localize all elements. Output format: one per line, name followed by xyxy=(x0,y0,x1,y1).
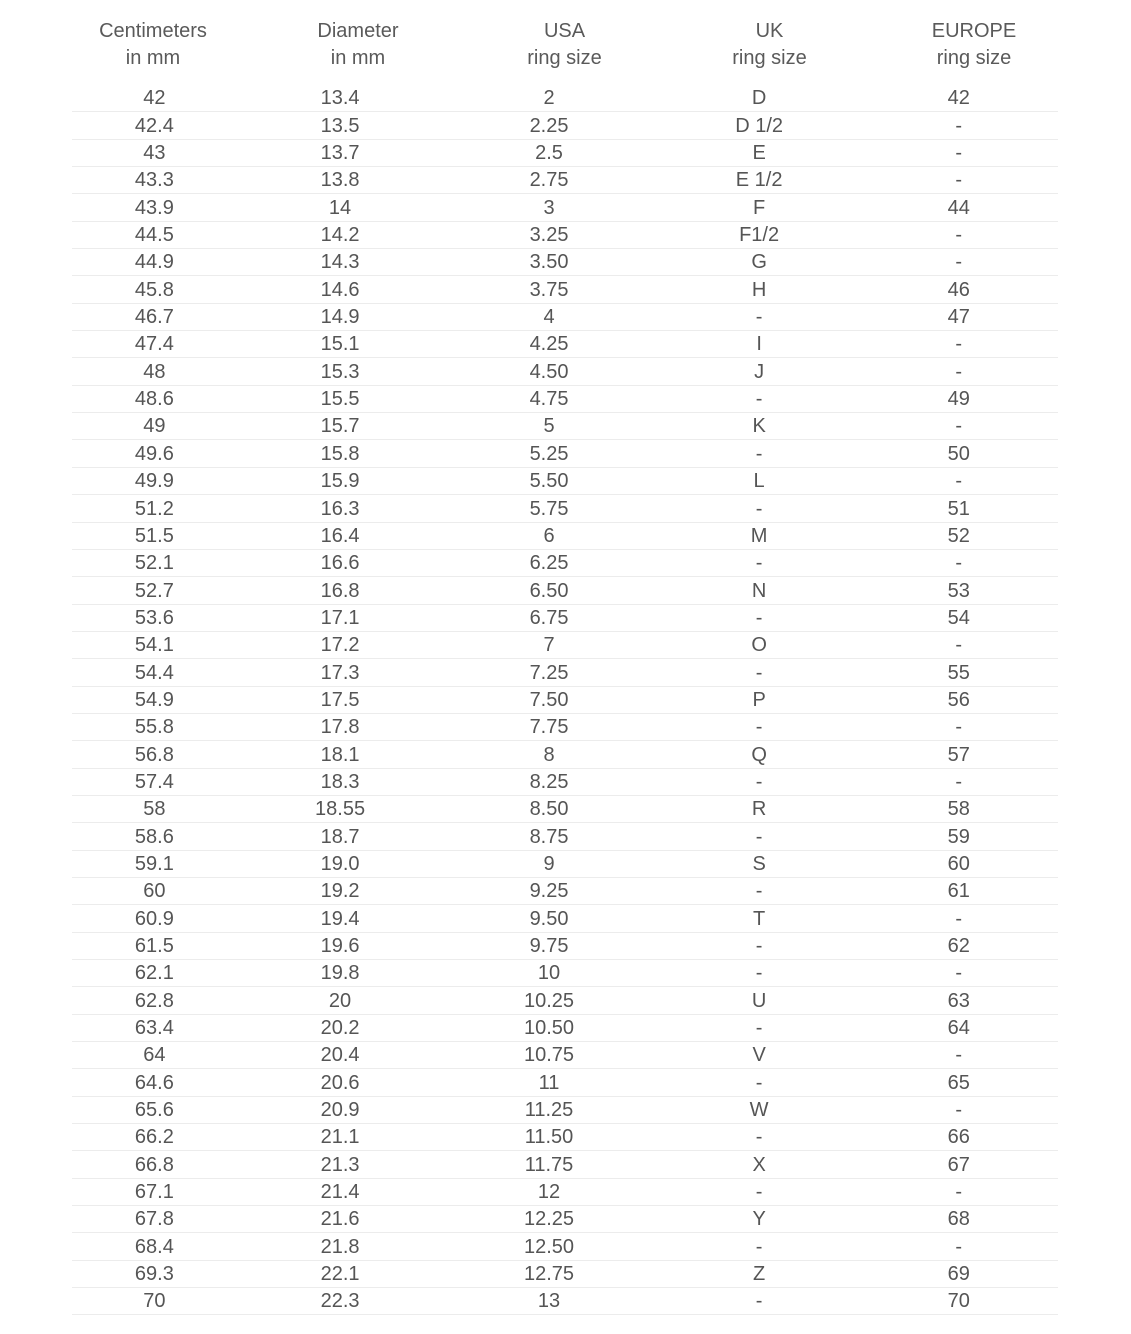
cell-europe: 64 xyxy=(947,1017,970,1040)
header-line2: ring size xyxy=(732,47,807,69)
cell-uk: H xyxy=(751,278,767,301)
cell-centimeters: 52.1 xyxy=(134,552,174,575)
cell-usa: 8.25 xyxy=(529,770,569,793)
cell-usa: 11.25 xyxy=(524,1099,574,1122)
cell-diameter: 21.1 xyxy=(320,1126,360,1149)
cell-uk: - xyxy=(755,442,763,465)
cell-uk: - xyxy=(755,1017,763,1040)
cell-europe: 62 xyxy=(947,935,970,957)
cell-usa: 6 xyxy=(543,524,555,547)
header-line2: ring size xyxy=(527,47,602,69)
cell-usa: 3.25 xyxy=(529,224,569,247)
cell-diameter: 15.3 xyxy=(320,360,360,383)
cell-diameter: 20.4 xyxy=(320,1044,360,1067)
cell-usa: 2.5 xyxy=(535,142,563,165)
cell-usa: 9.75 xyxy=(529,935,569,957)
cell-europe: 60 xyxy=(947,852,970,875)
table-row xyxy=(72,987,1058,1014)
cell-uk: P xyxy=(752,688,766,711)
cell-uk: D xyxy=(751,87,767,110)
cell-usa: 11.50 xyxy=(524,1126,574,1149)
cell-usa: 10.50 xyxy=(524,1017,575,1040)
cell-europe: - xyxy=(955,470,963,493)
cell-europe: 66 xyxy=(947,1126,970,1149)
cell-europe: 65 xyxy=(947,1071,970,1094)
cell-centimeters: 66.2 xyxy=(134,1126,174,1149)
cell-diameter: 17.8 xyxy=(320,716,360,739)
cell-europe: 50 xyxy=(947,442,970,465)
cell-uk: V xyxy=(752,1044,766,1067)
cell-usa: 12 xyxy=(537,1181,561,1204)
table-row xyxy=(72,85,1058,112)
cell-diameter: 14.9 xyxy=(320,306,360,329)
header-europe xyxy=(872,18,1076,78)
table-row xyxy=(72,1042,1058,1069)
cell-centimeters: 57.4 xyxy=(134,770,174,793)
cell-diameter: 13.5 xyxy=(320,114,360,137)
cell-europe: - xyxy=(955,1181,963,1204)
cell-centimeters: 67.8 xyxy=(134,1208,174,1231)
cell-usa: 6.25 xyxy=(529,552,569,575)
cell-europe: 47 xyxy=(947,306,970,329)
cell-uk: - xyxy=(755,825,763,848)
cell-usa: 7.25 xyxy=(529,661,569,684)
cell-uk: - xyxy=(755,716,763,739)
cell-usa: 10 xyxy=(537,962,561,985)
cell-centimeters: 42.4 xyxy=(134,114,174,137)
table-row xyxy=(72,222,1058,249)
cell-centimeters: 44.9 xyxy=(134,251,174,274)
table-row xyxy=(72,1015,1058,1042)
cell-diameter: 16.8 xyxy=(320,579,360,602)
cell-usa: 9.50 xyxy=(529,907,569,930)
cell-europe: 63 xyxy=(947,989,970,1012)
cell-centimeters: 66.8 xyxy=(134,1153,174,1176)
header-line1: EUROPE xyxy=(931,20,1017,42)
cell-europe: - xyxy=(955,415,963,438)
table-row xyxy=(72,249,1058,276)
cell-centimeters: 44.5 xyxy=(134,224,174,247)
table-row xyxy=(72,304,1058,331)
cell-centimeters: 63.4 xyxy=(134,1017,174,1040)
cell-uk: - xyxy=(755,1235,763,1258)
cell-centimeters: 48 xyxy=(143,360,166,383)
cell-europe: - xyxy=(955,1099,963,1122)
table-row xyxy=(72,769,1058,796)
cell-diameter: 21.6 xyxy=(320,1208,360,1231)
cell-usa: 6.75 xyxy=(529,606,569,629)
cell-centimeters: 64 xyxy=(143,1044,166,1067)
cell-diameter: 22.3 xyxy=(320,1290,360,1313)
cell-usa: 3.75 xyxy=(529,278,569,301)
header-usa xyxy=(462,18,667,78)
cell-usa: 10.25 xyxy=(524,989,575,1012)
cell-europe: 57 xyxy=(947,743,970,766)
cell-uk: - xyxy=(755,770,763,793)
cell-diameter: 15.9 xyxy=(320,470,360,493)
cell-centimeters: 52.7 xyxy=(134,579,174,602)
cell-uk: - xyxy=(755,1181,763,1204)
cell-usa: 4.25 xyxy=(529,333,569,356)
table-row xyxy=(72,878,1058,905)
cell-uk: - xyxy=(755,880,763,903)
cell-europe: - xyxy=(955,142,963,165)
cell-europe: - xyxy=(955,552,963,575)
cell-diameter: 21.8 xyxy=(320,1235,360,1258)
cell-uk: Y xyxy=(752,1208,766,1231)
cell-europe: 55 xyxy=(947,661,970,684)
cell-centimeters: 43.3 xyxy=(134,169,174,192)
cell-europe: - xyxy=(955,962,963,985)
table-row xyxy=(72,1124,1058,1151)
table-row xyxy=(72,851,1058,878)
table-row xyxy=(72,823,1058,850)
cell-usa: 13 xyxy=(537,1290,561,1313)
table-row xyxy=(72,1288,1058,1315)
cell-diameter: 14 xyxy=(328,196,352,219)
cell-europe: - xyxy=(955,634,963,657)
header-diameter xyxy=(254,18,462,78)
cell-uk: - xyxy=(755,1290,763,1313)
cell-centimeters: 53.6 xyxy=(134,606,174,629)
table-row xyxy=(72,276,1058,303)
cell-centimeters: 61.5 xyxy=(134,935,174,957)
cell-europe: - xyxy=(955,716,963,739)
cell-europe: 61 xyxy=(947,880,970,903)
cell-uk: Z xyxy=(753,1263,766,1286)
table-row xyxy=(72,1179,1058,1206)
cell-uk: - xyxy=(755,962,763,985)
cell-diameter: 21.4 xyxy=(320,1181,360,1204)
cell-europe: 68 xyxy=(947,1208,970,1231)
cell-centimeters: 58 xyxy=(143,798,166,821)
table-row xyxy=(72,687,1058,714)
cell-diameter: 15.8 xyxy=(320,442,360,465)
table-row xyxy=(72,386,1058,413)
cell-usa: 7 xyxy=(543,634,555,657)
cell-diameter: 20.9 xyxy=(320,1099,360,1122)
table-row xyxy=(72,194,1058,221)
cell-centimeters: 64.6 xyxy=(134,1071,174,1094)
cell-usa: 12.25 xyxy=(524,1208,575,1231)
table-row xyxy=(72,714,1058,741)
cell-uk: - xyxy=(755,306,763,329)
cell-europe: 56 xyxy=(947,688,970,711)
table-row xyxy=(72,1151,1058,1178)
header-line1: UK xyxy=(755,20,784,42)
cell-centimeters: 55.8 xyxy=(134,716,174,739)
cell-centimeters: 49.6 xyxy=(134,442,174,465)
cell-diameter: 19.4 xyxy=(320,907,360,930)
cell-diameter: 20 xyxy=(328,989,352,1012)
cell-diameter: 14.6 xyxy=(320,278,360,301)
cell-centimeters: 48.6 xyxy=(134,388,174,411)
cell-diameter: 19.6 xyxy=(320,935,360,957)
cell-usa: 12.50 xyxy=(524,1235,575,1258)
cell-europe: - xyxy=(955,251,963,274)
table-row xyxy=(72,1097,1058,1124)
cell-europe: 59 xyxy=(947,825,970,848)
cell-uk: N xyxy=(751,579,767,602)
cell-uk: U xyxy=(751,989,767,1012)
cell-europe: - xyxy=(955,360,963,383)
cell-diameter: 13.8 xyxy=(320,169,360,192)
cell-uk: F1/2 xyxy=(739,224,780,247)
cell-centimeters: 42 xyxy=(143,87,166,110)
cell-usa: 2.75 xyxy=(529,169,569,192)
cell-centimeters: 60.9 xyxy=(134,907,174,930)
cell-uk: X xyxy=(752,1153,766,1176)
cell-europe: - xyxy=(955,770,963,793)
cell-uk: - xyxy=(755,935,763,957)
cell-uk: I xyxy=(756,333,762,356)
cell-europe: - xyxy=(955,114,963,137)
table-row xyxy=(72,796,1058,823)
cell-diameter: 15.1 xyxy=(320,333,360,356)
cell-uk: R xyxy=(751,798,767,821)
cell-centimeters: 54.9 xyxy=(134,688,174,711)
cell-diameter: 13.4 xyxy=(320,87,360,110)
cell-centimeters: 58.6 xyxy=(134,825,174,848)
cell-diameter: 19.8 xyxy=(320,962,360,985)
header-line1: Centimeters xyxy=(99,20,207,42)
cell-diameter: 17.3 xyxy=(320,661,360,684)
cell-centimeters: 49 xyxy=(143,415,166,438)
cell-uk: S xyxy=(752,852,766,875)
table-header xyxy=(52,18,1076,78)
cell-uk: E 1/2 xyxy=(735,169,783,192)
table-row xyxy=(72,550,1058,577)
table-row xyxy=(72,495,1058,522)
cell-europe: 52 xyxy=(947,524,970,547)
cell-usa: 4.50 xyxy=(529,360,569,383)
cell-uk: G xyxy=(751,251,767,274)
table-row xyxy=(72,112,1058,139)
cell-diameter: 17.5 xyxy=(320,688,360,711)
cell-usa: 2.25 xyxy=(529,114,569,137)
cell-centimeters: 65.6 xyxy=(134,1099,174,1122)
cell-centimeters: 69.3 xyxy=(134,1263,174,1286)
cell-diameter: 22.1 xyxy=(320,1263,360,1286)
cell-uk: F xyxy=(753,196,766,219)
table-row xyxy=(72,905,1058,932)
table-row xyxy=(72,577,1058,604)
cell-centimeters: 46.7 xyxy=(134,306,174,329)
cell-usa: 5.25 xyxy=(529,442,569,465)
cell-europe: - xyxy=(955,907,963,930)
cell-uk: - xyxy=(755,1071,763,1094)
cell-diameter: 13.7 xyxy=(320,142,360,165)
cell-centimeters: 59.1 xyxy=(134,852,174,875)
cell-centimeters: 68.4 xyxy=(134,1235,174,1258)
cell-europe: 69 xyxy=(947,1263,970,1286)
cell-europe: - xyxy=(955,333,963,356)
cell-usa: 7.50 xyxy=(529,688,569,711)
header-line2: ring size xyxy=(936,47,1012,69)
table-row xyxy=(72,1206,1058,1233)
table-row xyxy=(72,331,1058,358)
cell-usa: 2 xyxy=(543,87,555,110)
table-row xyxy=(72,167,1058,194)
cell-usa: 3 xyxy=(543,196,555,219)
cell-centimeters: 43 xyxy=(143,142,166,165)
cell-usa: 9.25 xyxy=(529,880,569,903)
cell-europe: 44 xyxy=(947,196,970,219)
cell-usa: 3.50 xyxy=(529,251,569,274)
table-row xyxy=(72,960,1058,987)
cell-diameter: 17.2 xyxy=(320,634,360,657)
cell-uk: O xyxy=(751,634,767,657)
table-row xyxy=(72,523,1058,550)
cell-diameter: 18.55 xyxy=(315,798,366,821)
cell-uk: - xyxy=(755,661,763,684)
ring-size-table xyxy=(72,85,1058,1315)
cell-centimeters: 70 xyxy=(143,1290,166,1313)
table-row xyxy=(72,1261,1058,1288)
header-centimeters xyxy=(52,18,254,78)
cell-europe: 49 xyxy=(947,388,970,411)
cell-usa: 9 xyxy=(543,852,555,875)
cell-usa: 7.75 xyxy=(529,716,569,739)
table-row xyxy=(72,632,1058,659)
cell-europe: 54 xyxy=(947,606,970,629)
cell-diameter: 15.5 xyxy=(320,388,360,411)
cell-uk: M xyxy=(750,524,768,547)
cell-europe: - xyxy=(955,1235,963,1258)
cell-usa: 4.75 xyxy=(529,388,569,411)
cell-centimeters: 56.8 xyxy=(134,743,174,766)
cell-usa: 5.50 xyxy=(529,470,569,493)
cell-usa: 4 xyxy=(543,306,555,329)
cell-europe: 51 xyxy=(947,497,970,520)
cell-diameter: 18.3 xyxy=(320,770,360,793)
cell-uk: D 1/2 xyxy=(735,114,784,137)
header-line2: in mm xyxy=(330,47,386,69)
cell-centimeters: 54.1 xyxy=(134,634,174,657)
cell-usa: 11 xyxy=(538,1071,560,1094)
cell-diameter: 20.6 xyxy=(320,1071,360,1094)
cell-europe: 67 xyxy=(947,1153,970,1176)
cell-uk: J xyxy=(754,360,765,383)
cell-diameter: 16.6 xyxy=(320,552,360,575)
cell-diameter: 14.2 xyxy=(320,224,360,247)
table-row xyxy=(72,741,1058,768)
cell-uk: Q xyxy=(751,743,767,766)
cell-usa: 8 xyxy=(543,743,555,766)
cell-uk: T xyxy=(753,907,766,930)
header-line2: in mm xyxy=(125,47,181,69)
table-row xyxy=(72,140,1058,167)
cell-usa: 10.75 xyxy=(524,1044,575,1067)
cell-uk: - xyxy=(755,1126,763,1149)
cell-uk: E xyxy=(752,142,766,165)
header-uk xyxy=(667,18,872,78)
cell-uk: L xyxy=(753,470,765,493)
cell-uk: - xyxy=(755,552,763,575)
table-row xyxy=(72,440,1058,467)
cell-diameter: 15.7 xyxy=(320,415,360,438)
cell-centimeters: 43.9 xyxy=(134,196,174,219)
cell-centimeters: 47.4 xyxy=(134,333,174,356)
cell-usa: 5.75 xyxy=(529,497,569,520)
cell-europe: 42 xyxy=(947,87,970,110)
cell-usa: 8.75 xyxy=(529,825,569,848)
table-row xyxy=(72,933,1058,960)
header-line1: USA xyxy=(543,20,586,42)
cell-diameter: 16.4 xyxy=(320,524,360,547)
table-row xyxy=(72,358,1058,385)
cell-diameter: 20.2 xyxy=(320,1017,360,1040)
cell-centimeters: 45.8 xyxy=(134,278,174,301)
cell-europe: - xyxy=(955,169,963,192)
cell-centimeters: 51.2 xyxy=(134,497,174,520)
cell-usa: 8.50 xyxy=(529,798,569,821)
cell-centimeters: 60 xyxy=(143,880,166,903)
cell-uk: - xyxy=(755,388,763,411)
cell-europe: - xyxy=(955,1044,963,1067)
cell-diameter: 18.7 xyxy=(320,825,360,848)
cell-uk: - xyxy=(755,606,763,629)
cell-usa: 5 xyxy=(543,415,555,438)
table-row xyxy=(72,1069,1058,1096)
cell-diameter: 19.0 xyxy=(320,852,360,875)
cell-europe: 70 xyxy=(947,1290,970,1313)
cell-diameter: 16.3 xyxy=(320,497,360,520)
table-row xyxy=(72,659,1058,686)
cell-europe: - xyxy=(955,224,963,247)
cell-uk: - xyxy=(755,497,763,520)
cell-europe: 46 xyxy=(947,278,970,301)
cell-centimeters: 54.4 xyxy=(134,661,174,684)
table-row xyxy=(72,413,1058,440)
cell-usa: 12.75 xyxy=(524,1263,575,1286)
cell-diameter: 14.3 xyxy=(320,251,360,274)
cell-uk: W xyxy=(749,1099,769,1122)
cell-diameter: 18.1 xyxy=(320,743,360,766)
cell-diameter: 21.3 xyxy=(320,1153,360,1176)
cell-europe: 53 xyxy=(947,579,970,602)
cell-uk: K xyxy=(752,415,766,438)
table-row xyxy=(72,1233,1058,1260)
cell-centimeters: 62.1 xyxy=(134,962,174,985)
cell-diameter: 19.2 xyxy=(320,880,360,903)
cell-diameter: 17.1 xyxy=(320,606,360,629)
cell-usa: 11.75 xyxy=(524,1153,574,1176)
cell-centimeters: 51.5 xyxy=(134,524,174,547)
cell-centimeters: 49.9 xyxy=(134,470,174,493)
table-row xyxy=(72,605,1058,632)
header-line1: Diameter xyxy=(317,20,399,42)
cell-centimeters: 62.8 xyxy=(134,989,174,1012)
table-row xyxy=(72,468,1058,495)
cell-europe: 58 xyxy=(947,798,970,821)
cell-centimeters: 67.1 xyxy=(134,1181,174,1204)
cell-usa: 6.50 xyxy=(529,579,569,602)
